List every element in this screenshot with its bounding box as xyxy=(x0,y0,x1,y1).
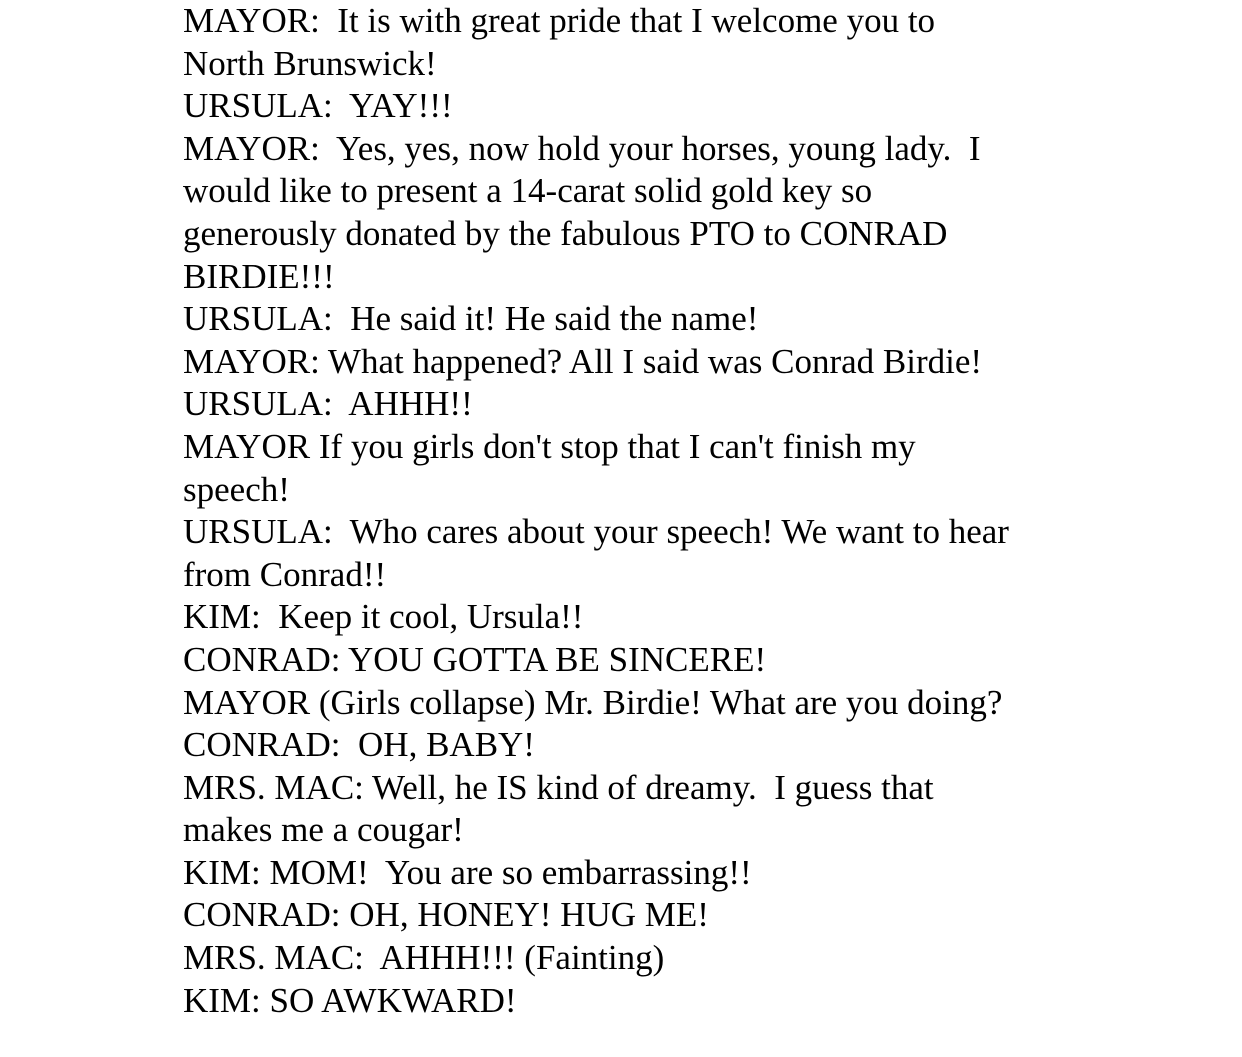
script-line: URSULA: Who cares about your speech! We want to hear xyxy=(183,512,1009,552)
script-line: CONRAD: OH, HONEY! HUG ME! xyxy=(183,895,709,935)
script-line: KIM: MOM! You are so embarrassing!! xyxy=(183,852,752,892)
script-line: would like to present a 14-carat solid gold key so xyxy=(183,171,873,211)
script-line: MAYOR: It is with great pride that I welcome you to xyxy=(183,1,936,40)
script-line: speech! xyxy=(183,469,290,509)
script-line: MRS. MAC: Well, he IS kind of dreamy. I guess that xyxy=(183,767,934,807)
script-line: MRS. MAC: AHHH!!! (Fainting) xyxy=(183,938,665,978)
script-line: MAYOR: What happened? All I said was Conrad Birdie! xyxy=(183,341,983,381)
script-line: MAYOR (Girls collapse) Mr. Birdie! What are you doing? xyxy=(183,682,1003,722)
script-line: MAYOR If you girls don't stop that I can't finish my xyxy=(183,426,916,466)
script-line: URSULA: AHHH!! xyxy=(183,384,473,424)
script-line: URSULA: He said it! He said the name! xyxy=(183,299,759,339)
script-line: CONRAD: OH, BABY! xyxy=(183,725,535,765)
script-line: KIM: SO AWKWARD! xyxy=(183,980,517,1020)
script-text xyxy=(183,0,1063,1022)
script-line: BIRDIE!!! xyxy=(183,256,335,296)
script-line: URSULA: YAY!!! xyxy=(183,86,453,126)
script-line: North Brunswick! xyxy=(183,43,437,83)
script-line: CONRAD: YOU GOTTA BE SINCERE! xyxy=(183,639,767,679)
script-line: from Conrad!! xyxy=(183,554,387,594)
script-line: generously donated by the fabulous PTO to CONRAD xyxy=(183,213,948,253)
script-line: MAYOR: Yes, yes, now hold your horses, young lady. I xyxy=(183,128,981,168)
script-line: KIM: Keep it cool, Ursula!! xyxy=(183,597,584,637)
script-line: makes me a cougar! xyxy=(183,810,464,850)
